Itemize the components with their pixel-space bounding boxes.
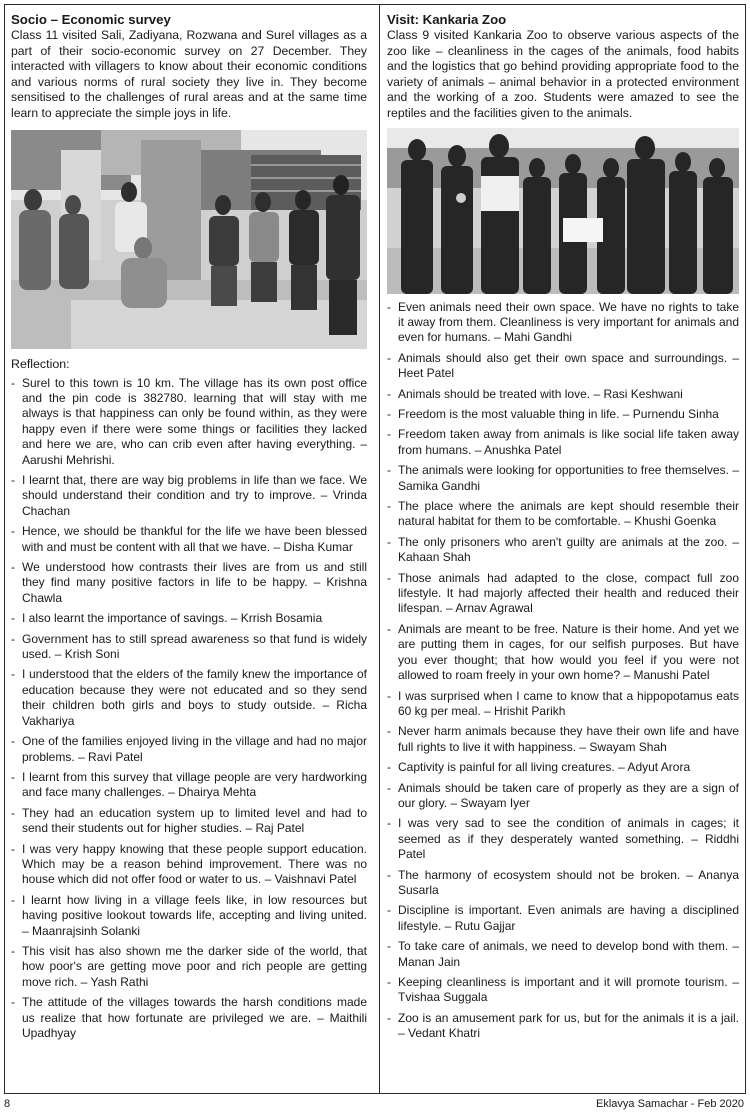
village-survey-photo — [11, 130, 367, 349]
quote-item: - Freedom is the most valuable thing in life. – Purnendu Sinha — [387, 407, 739, 422]
quote-item: - Animals should also get their own space and surroundings. – Heet Patel — [387, 351, 739, 382]
quote-item: - Animals should be taken care of properly as they are a sign of our glory. – Swayam Iyer — [387, 781, 739, 812]
quote-item: - I learnt that, there are way big problems in life than we face. We should understand their condition and try to improve. – Vrinda Chachan — [11, 473, 367, 519]
quote-item: - This visit has also shown me the darker side of the world, that how poor's are getting move poor and rich people are getting move rich. – Yash Rathi — [11, 944, 367, 990]
quote-item: - Government has to still spread awareness so that fund is widely used. – Krish Soni — [11, 632, 367, 663]
right-column — [387, 12, 739, 1047]
quote-item: - Hence, we should be thankful for the life we have been blessed with and must be content with all that we have. – Disha Kumar — [11, 524, 367, 555]
quote-item: - Even animals need their own space. We have no rights to take it away from them. Cleanliness is very important for animals and even for humans. – Mahi Gandhi — [387, 300, 739, 346]
zoo-visit-photo — [387, 128, 739, 294]
quote-item: - Zoo is an amusement park for us, but for the animals it is a jail. – Vedant Khatri — [387, 1011, 739, 1042]
quote-item: - One of the families enjoyed living in the village and had no major problems. – Ravi Patel — [11, 734, 367, 765]
intro-paragraph-kankaria-zoo: Class 9 visited Kankaria Zoo to observe various aspects of the zoo like – cleanliness in the cages of the animals, food habits and the logistics that go behind providing appropriate food to the variety of animals – animal behavior in a protected environment and the working of a zoo. Students were amazed to see the reptiles and the facilities given to the animals. — [387, 28, 739, 120]
left-column — [11, 12, 367, 1046]
publication-footer: Eklavya Samachar - Feb 2020 — [596, 1098, 744, 1110]
quote-item: - We understood how contrasts their lives are from us and still they find many positive factors in life to be happy. – Krishna Chawla — [11, 560, 367, 606]
quote-item: - I was very sad to see the condition of animals in cages; it seemed as if they desperately wanted something. – Riddhi Patel — [387, 816, 739, 862]
quote-item: - The place where the animals are kept should resemble their natural habitat for them to be comfortable. – Khushi Goenka — [387, 499, 739, 530]
quote-item: - They had an education system up to limited level and had to send their students out for higher studies. – Raj Patel — [11, 806, 367, 837]
page-number: 8 — [4, 1098, 11, 1110]
section-title-socio-economic: Socio – Economic survey — [11, 12, 171, 27]
quote-item: - I was very happy knowing that these people support education. Which may be a reason behind improvement. There was no house which did not offer food or water to us. – Vaishnavi Patel — [11, 842, 367, 888]
quote-item: - Surel to this town is 10 km. The village has its own post office and the pin code is 382780. learning that will stay with me always is that happiness can only be found within, as they were happy even if there were some things or facilities they lacked and here we are, who can crib even after having everything. – Aarushi Mehrishi. — [11, 376, 367, 468]
intro-paragraph-socio-economic: Class 11 visited Sali, Zadiyana, Rozwana and Surel villages as a part of their socio-economic survey on 27 December. They interacted with villagers to know about their economic conditions and various norms of rural society they live in. They become sensitised to the challenges of rural areas and at the same time learn to appreciate the simple joys in life. — [11, 28, 367, 120]
quote-item: - Those animals had adapted to the close, compact full zoo lifestyle. It had majorly affected their health and reduced their lifespan. – Arnav Agrawal — [387, 571, 739, 617]
quote-item: - The harmony of ecosystem should not be broken. – Ananya Susarla — [387, 868, 739, 899]
right-quote-list — [387, 300, 739, 1042]
quote-item: - Animals should be treated with love. – Rasi Keshwani — [387, 387, 739, 402]
quote-item: - Animals are meant to be free. Nature is their home. And yet we are putting them in cages, for our selfish purposes. But have you ever thought; that how would you feel if you were not allowed to roam freely in your own home? – Manushi Patel — [387, 622, 739, 684]
quote-item: - Keeping cleanliness is important and it will promote tourism. – Tvishaa Suggala — [387, 975, 739, 1006]
quote-item: - I learnt how living in a village feels like, in low resources but having positive lookout towards life, accepting and living united. – Maanrajsinh Solanki — [11, 893, 367, 939]
section-title-kankaria-zoo: Visit: Kankaria Zoo — [387, 12, 507, 27]
quote-item: - The attitude of the villages towards the harsh conditions made us realize that how fortunate are privileged we are. – Maithili Upadhyay — [11, 995, 367, 1041]
quote-item: - I also learnt the importance of savings. – Krrish Bosamia — [11, 611, 367, 626]
reflection-heading: Reflection: — [11, 356, 70, 371]
quote-item: - The animals were looking for opportunities to free themselves. – Samika Gandhi — [387, 463, 739, 494]
quote-item: - I was surprised when I came to know that a hippopotamus eats 60 kg per meal. – Hrishit Parikh — [387, 689, 739, 720]
quote-item: - To take care of animals, we need to develop bond with them. – Manan Jain — [387, 939, 739, 970]
column-divider — [379, 4, 380, 1094]
quote-item: - Captivity is painful for all living creatures. – Adyut Arora — [387, 760, 739, 775]
quote-item: - The only prisoners who aren't guilty are animals at the zoo. – Kahaan Shah — [387, 535, 739, 566]
quote-item: - Never harm animals because they have their own life and have full rights to live it with happiness. – Swayam Shah — [387, 724, 739, 755]
quote-item: - I learnt from this survey that village people are very hardworking and face many challenges. – Dhairya Mehta — [11, 770, 367, 801]
quote-item: - Freedom taken away from animals is like social life taken away from humans. – Anushka Patel — [387, 427, 739, 458]
quote-item: - Discipline is important. Even animals are having a disciplined lifestyle. – Rutu Gajjar — [387, 903, 739, 934]
quote-item: - I understood that the elders of the family knew the importance of education because they were not educated and so they send their children both girls and boys to study outside. – Richa Vakhariya — [11, 667, 367, 729]
left-quote-list — [11, 376, 367, 1042]
